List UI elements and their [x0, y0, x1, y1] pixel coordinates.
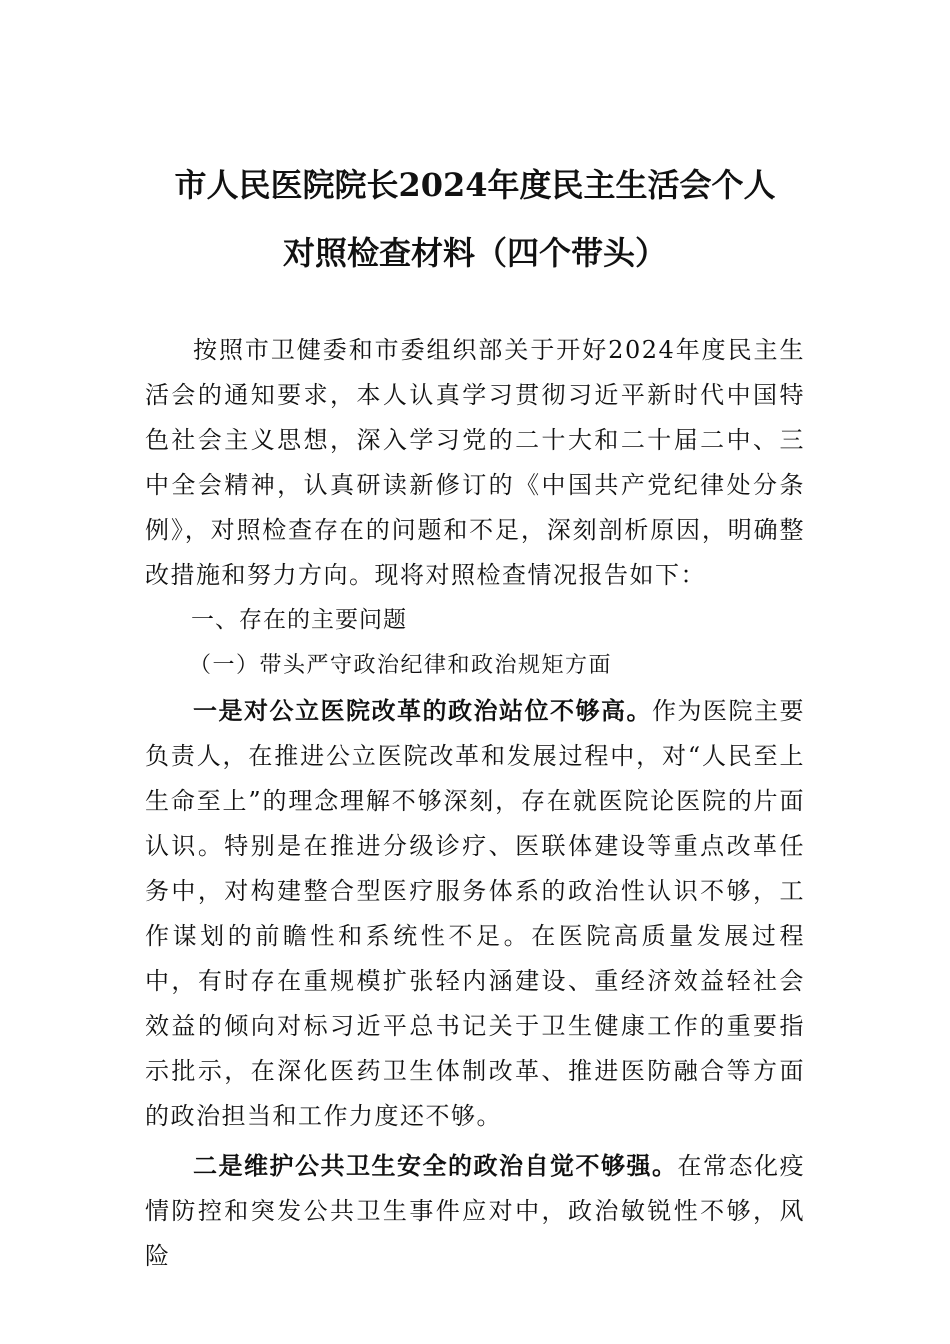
point-2-paragraph	[145, 1143, 805, 1279]
document-body	[145, 328, 805, 1279]
point-1-paragraph	[145, 688, 805, 1139]
point-1-lead: 一是对公立医院改革的政治站位不够高。	[193, 696, 652, 725]
subsection-heading-political-discipline: （一）带头严守政治纪律和政治规矩方面	[189, 653, 613, 678]
point-2-body: 在常态化疫情防控和突发公共卫生事件应对中，政治敏锐性不够，风险	[145, 1152, 805, 1270]
point-1-body: 作为医院主要负责人，在推进公立医院改革和发展过程中，对“人民至上生命至上”的理念理解不够深刻，存在就医院论医院的片面认识。特别是在推进分级诊疗、医联体建设等重点改革任务中，对构建整合型医疗服务体系的政治性认识不够，工作谋划的前瞻性和系统性不足。在医院高质量发展过程中，有时存在重规模扩张轻内涵建设、重经济效益轻社会效益的倾向对标习近平总书记关于卫生健康工作的重要指示批示，在深化医药卫生体制改革、推进医防融合等方面的政治担当和工作力度还不够。	[145, 697, 805, 1130]
document-title-line-2: 对照检查材料（四个带头）	[282, 234, 667, 272]
document-title-line-1: 市人民医院院长2024年度民主生活会个人	[174, 166, 776, 204]
section-heading-problems: 一、存在的主要问题	[191, 607, 407, 633]
point-2-lead: 二是维护公共卫生安全的政治自觉不够强。	[193, 1151, 678, 1180]
intro-paragraph: 按照市卫健委和市委组织部关于开好2024年度民主生活会的通知要求，本人认真学习贯彻习近平新时代中国特色社会主义思想，深入学习党的二十大和二十届二中、三中全会精神，认真研读新修订的《中国共产党纪律处分条例》，对照检查存在的问题和不足，深刻剖析原因，明确整改措施和努力方向。现将对照检查情况报告如下：	[145, 336, 805, 589]
